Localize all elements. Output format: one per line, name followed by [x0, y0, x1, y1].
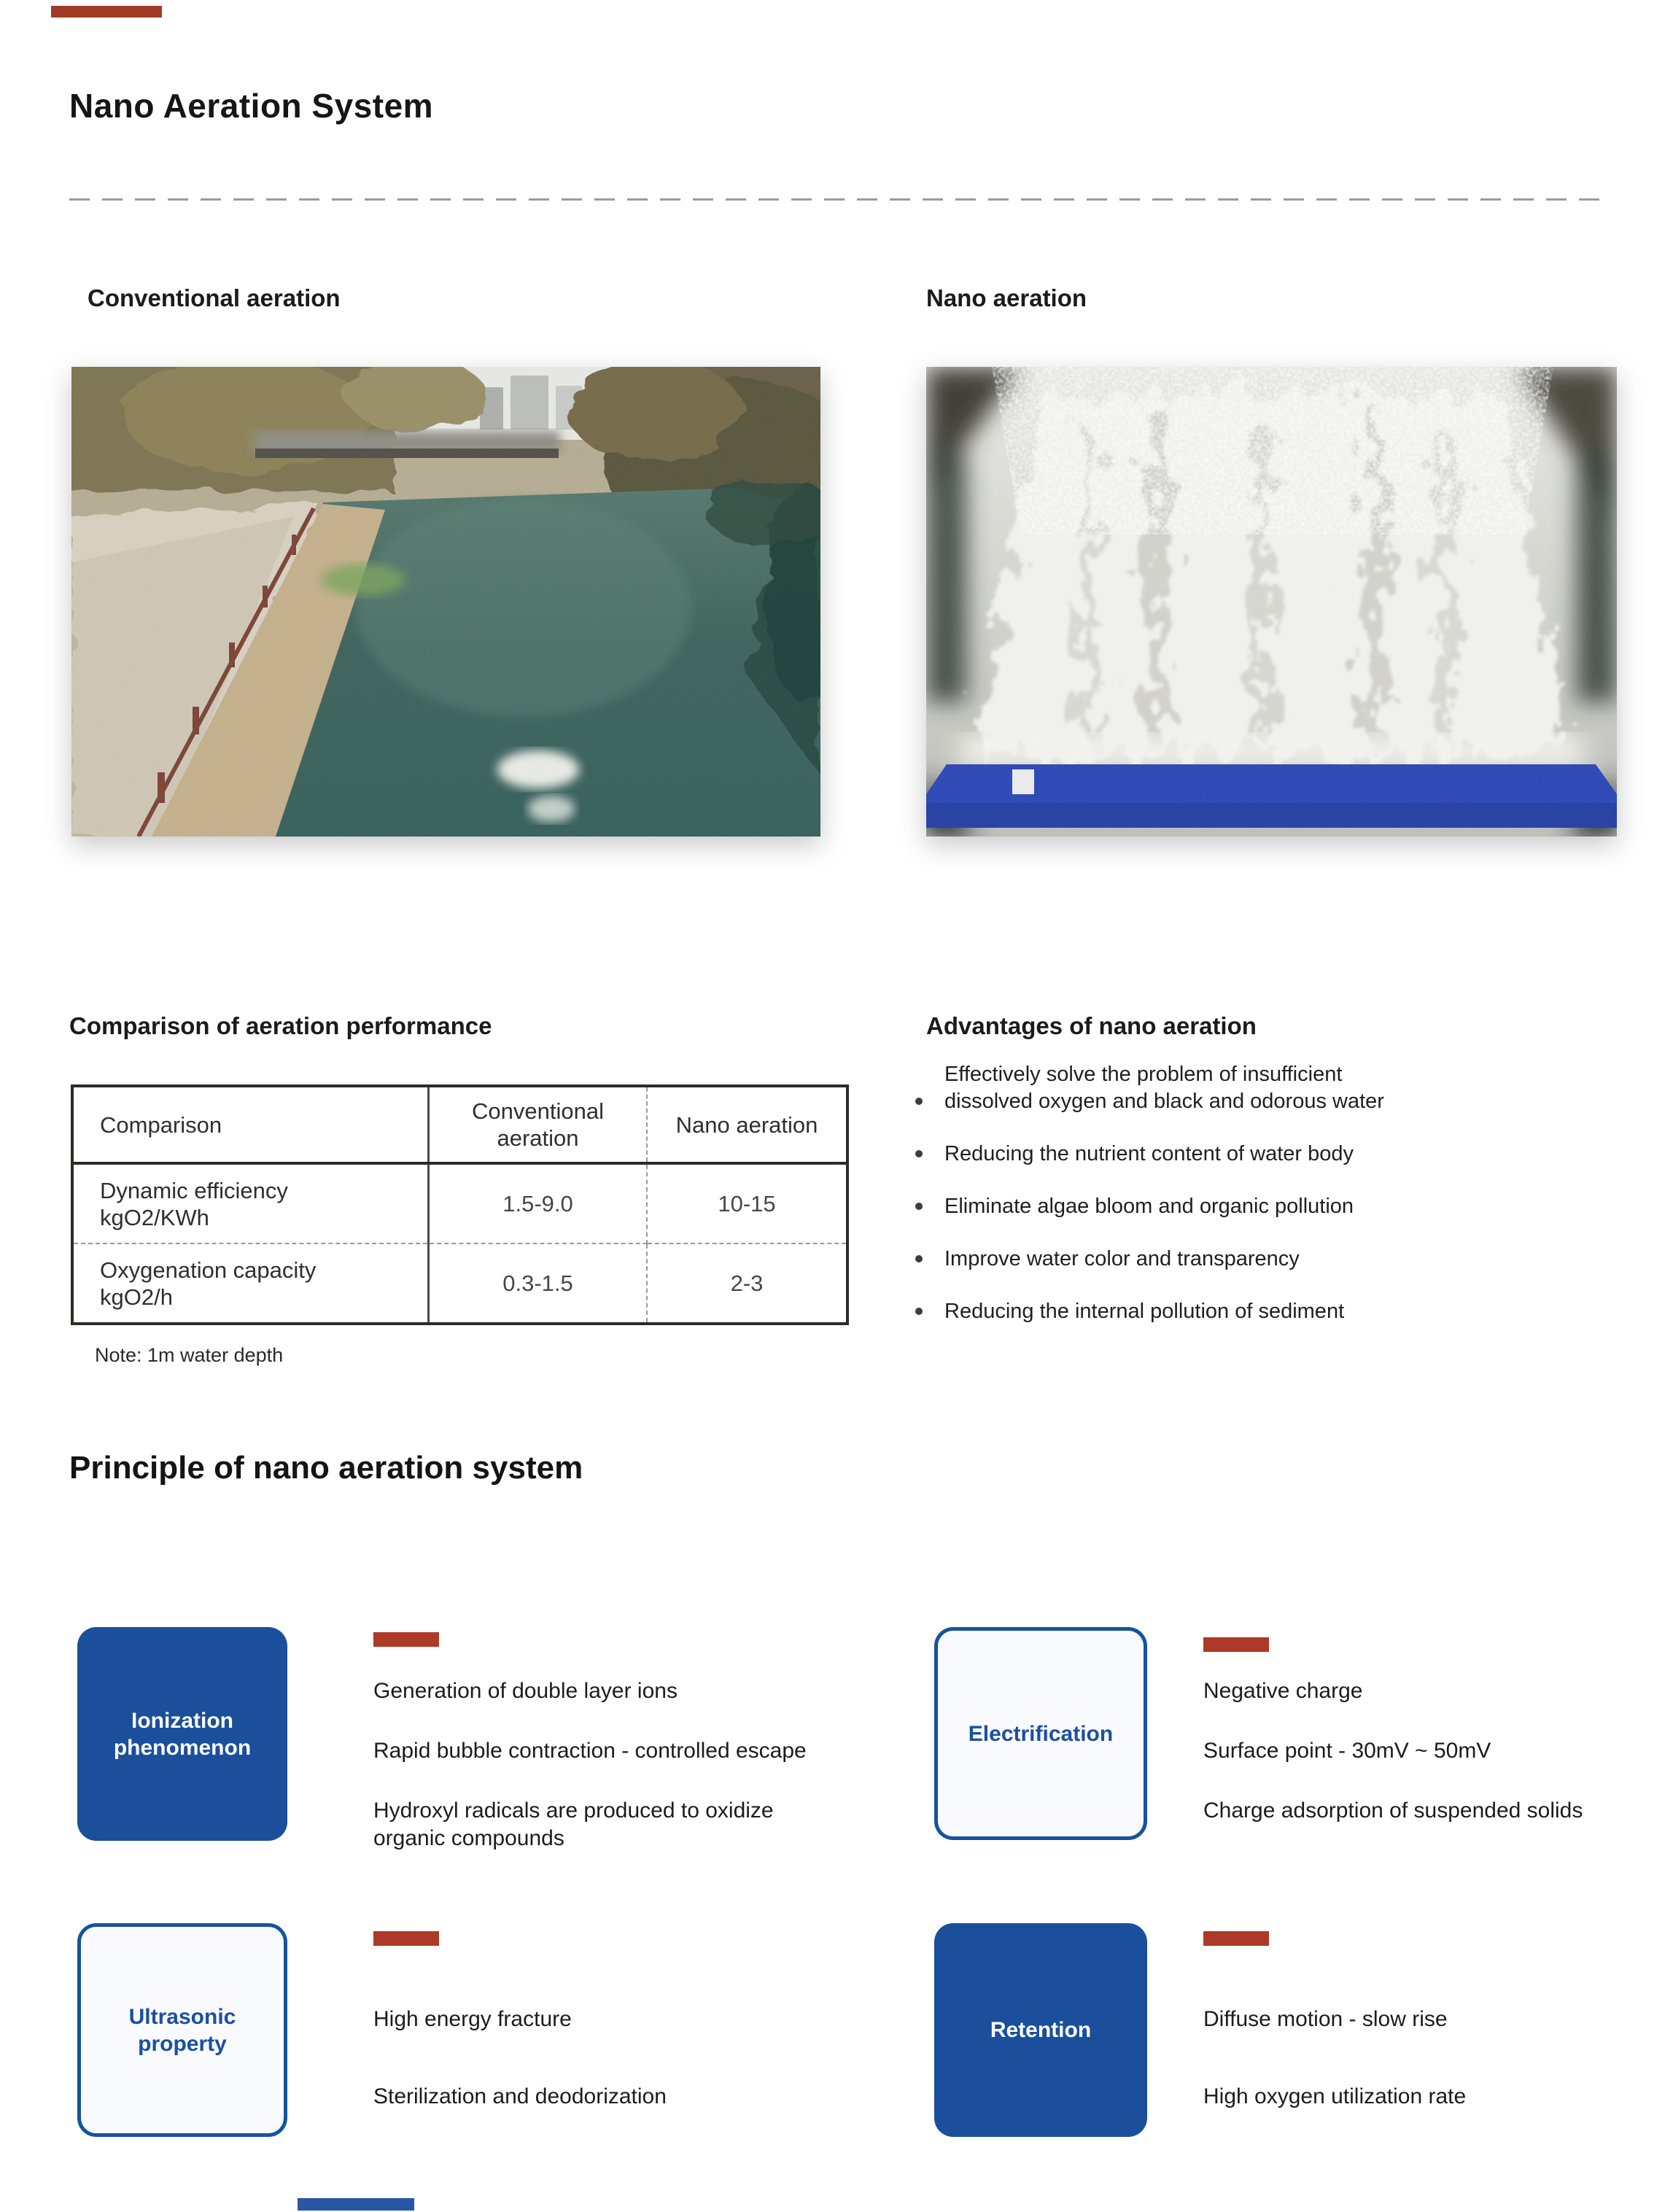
header-accent-bar [51, 6, 162, 18]
point-text: High oxygen utilization rate [1203, 2084, 1467, 2108]
point-text: Rapid bubble contraction - controlled escape [373, 1739, 807, 1763]
list-item: Improve water color and transparency [908, 1246, 1645, 1273]
accent-bar [373, 1931, 439, 1946]
bullet-dot-icon [915, 1150, 923, 1157]
comparison-table [71, 1084, 849, 1325]
bullet-dot-icon [915, 1308, 923, 1315]
list-item: Effectively solve the problem of insufficient dissolved oxygen and black and odorous water [908, 1061, 1645, 1115]
cell-nano-value: 10-15 [647, 1163, 847, 1243]
dashed-divider [69, 198, 1610, 201]
row-label: Oxygenation capacity [100, 1257, 317, 1283]
card-points [1203, 2006, 1673, 2160]
bullet-dot-icon [915, 1203, 923, 1210]
table-row-dynamic-efficiency: Dynamic efficiency kgO2/KWh 1.5-9.0 10-15 [72, 1163, 847, 1243]
page-title: Nano Aeration System [69, 87, 434, 125]
point-text: Charge adsorption of suspended solids [1203, 1798, 1583, 1823]
nano-aeration-label: Nano aeration [926, 284, 1087, 311]
card-points [373, 1677, 913, 1885]
principle-section-title: Principle of nano aeration system [69, 1450, 583, 1486]
comparison-section-title: Comparison of aeration performance [69, 1012, 492, 1039]
bullet-dot-icon [915, 1255, 923, 1262]
table-header-comparison: Comparison [72, 1086, 429, 1163]
table-header-row [72, 1086, 847, 1163]
table-note: Note: 1m water depth [95, 1344, 284, 1366]
accent-bar [1203, 1637, 1269, 1652]
point-text: Surface point - 30mV ~ 50mV [1203, 1739, 1491, 1763]
card-ionization-phenomenon [77, 1627, 287, 1841]
card-points [373, 2006, 913, 2160]
point-text: Sterilization and deodorization [373, 2084, 667, 2108]
cell-conventional-value: 1.5-9.0 [429, 1163, 648, 1243]
table-header-nano: Nano aeration [647, 1086, 847, 1163]
table-row-oxygenation-capacity: Oxygenation capacity kgO2/h 0.3-1.5 2-3 [72, 1243, 847, 1324]
card-retention [934, 1923, 1147, 2137]
list-item: Reducing the internal pollution of sediment [908, 1298, 1645, 1325]
cell-nano-value: 2-3 [730, 1270, 764, 1296]
nano-aeration-photo [926, 367, 1617, 837]
point-text: Negative charge [1203, 1679, 1363, 1703]
cell-conventional-value: 0.3-1.5 [429, 1243, 648, 1324]
card-title: Electrification [968, 1721, 1114, 1746]
card-points [1203, 1677, 1673, 1857]
table-header-conventional: Conventional aeration [429, 1086, 648, 1163]
bullet-dot-icon [915, 1098, 923, 1105]
point-text: Generation of double layer ions [373, 1679, 678, 1703]
accent-bar [1203, 1931, 1269, 1946]
row-label: Dynamic efficiency [100, 1177, 288, 1203]
advantages-list [908, 1061, 1645, 1351]
card-title: Retention [990, 2018, 1092, 2042]
point-text: High energy fracture [373, 2007, 572, 2031]
advantages-section-title: Advantages of nano aeration [926, 1012, 1257, 1039]
card-electrification [934, 1627, 1147, 1840]
card-ultrasonic-property [77, 1923, 287, 2137]
card-title: Ionization phenomenon [113, 1708, 252, 1760]
accent-bar [373, 1632, 439, 1647]
list-item: Reducing the nutrient content of water body [908, 1141, 1645, 1168]
conventional-aeration-label: Conventional aeration [88, 284, 341, 311]
card-title: Ultrasonic property [128, 2004, 236, 2056]
list-item: Eliminate algae bloom and organic pollution [908, 1193, 1645, 1220]
conventional-aeration-photo [71, 367, 820, 837]
point-text: Diffuse motion - slow rise [1203, 2007, 1448, 2031]
point-text: Hydroxyl radicals are produced to oxidize organic compounds [373, 1798, 774, 1850]
footer-accent-bar [298, 2198, 414, 2211]
